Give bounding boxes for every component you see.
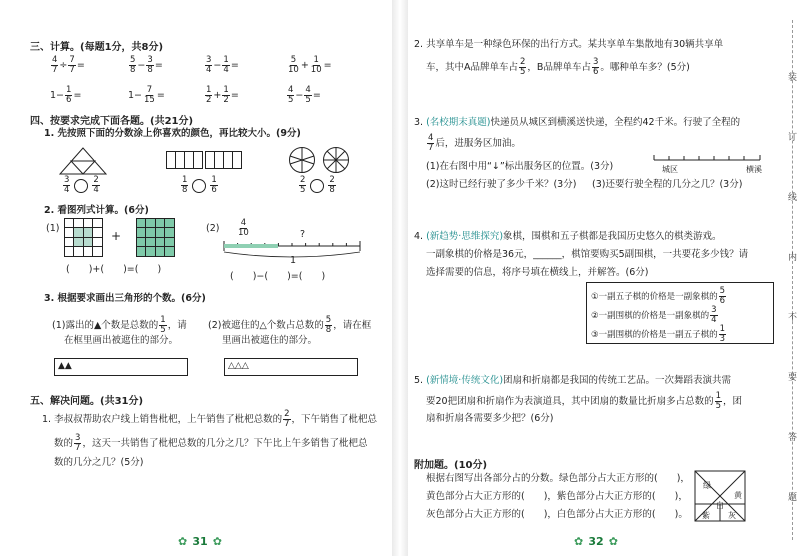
extra-line1: 根据右图写出各部分占的分数。绿色部分占大正方形的( )， (426, 473, 690, 484)
r3-q1: (1)在右图中用“↓”标出服务区的位置。(3分) (426, 161, 614, 172)
r4-options-box (586, 282, 774, 344)
r4-line1: 4. (新趋势·思维探究)象棋，围棋和五子棋都是我国历史悠久的棋类游戏。 (414, 231, 722, 242)
p1-line2: 数的 $\frac{3}{7}$ ，这天一共销售了枇杷总数的几分之几？下午比上午多销售了枇杷总 (54, 433, 368, 453)
compare-pair: $\frac{3}{4}$ $\frac{2}{4}$ (64, 175, 99, 195)
page-number: 32 (588, 535, 604, 548)
r4-line2: 一副象棋的价格是36元，______，棋馆要购买5副围棋，一共要花多少钱？请 (426, 249, 749, 260)
calc-item: $\frac{3}{4}$ − $\frac{1}{4}$ = (206, 55, 239, 75)
section-3-title: 三、计算。(每题1分，共8分) (30, 42, 164, 53)
binding-char: 线 (788, 193, 798, 203)
q2-equation-2: ( )−( )=( ) (230, 271, 326, 282)
left-page-footer (178, 530, 222, 549)
r4-option: ②一副围棋的价格是一副象棋的 $\frac{3}{4}$ (591, 305, 717, 325)
sprout-icon: ✿ (178, 535, 188, 548)
square-gray-label: 灰 (728, 511, 736, 520)
q3a-answer-box[interactable]: ▲▲ (54, 358, 188, 376)
q1-text: 1. 先按照下面的分数涂上你喜欢的颜色，再比较大小。(9分) (44, 128, 301, 139)
calc-item: 1− $\frac{1}{6}$ = (50, 85, 82, 105)
square-purple-label: 紫 (702, 511, 710, 520)
q2-whole-label: 1 (290, 255, 297, 266)
extra-title: 附加题。(10分) (414, 460, 488, 471)
binding-char: 题 (788, 493, 798, 503)
calc-item: $\frac{5}{8}$ − $\frac{3}{8}$ = (130, 55, 163, 75)
r4-option: ①一副五子棋的价格是一副象棋的 $\frac{5}{6}$ (591, 286, 726, 306)
page-number: 31 (192, 535, 208, 548)
calc-item: 1− $\frac{7}{15}$ = (128, 85, 165, 105)
r5-tag: (新情境·传统文化) (426, 375, 504, 386)
r4-option: ③一副围棋的价格是一副五子棋的 $\frac{1}{3}$ (591, 324, 726, 344)
q3-text: 3. 根据要求画出三角形的个数。(6分) (44, 293, 206, 304)
q3b-answer-box[interactable]: △△△ (224, 358, 358, 376)
binding-char: 答 (788, 433, 798, 443)
extra-line3: 灰色部分占大正方形的( )，白色部分占大正方形的( )。 (426, 509, 688, 520)
compare-pair: $\frac{1}{8}$ $\frac{1}{6}$ (182, 175, 217, 195)
right-page-footer (574, 530, 618, 549)
rect-grid-8 (166, 151, 242, 169)
r5-line2: 要20把团扇和折扇作为表演道具，其中团扇的数量比折扇多占总数的 $\frac{1}{5}$ ，团 (426, 391, 743, 411)
section-4-title: 四、按要求完成下面各题。(共21分) (30, 116, 194, 127)
r2-line1: 2. 共享单车是一种绿色环保的出行方式。某共享单车集散地有30辆共享单 (414, 39, 724, 50)
r3-q3: (3)还要行驶全程的几分之几？(3分) (592, 179, 743, 190)
r3-route-line (652, 150, 762, 164)
right-page (400, 0, 800, 556)
r3-line2: $\frac{4}{7}$ 后，进服务区加油。 (428, 133, 521, 153)
r3-line1: 3. (名校期末真题)快递员从城区到横溪送快递，全程约42千米。行驶了全程的 (414, 117, 741, 128)
compare-circle[interactable] (192, 179, 206, 193)
calc-item: $\frac{4}{7}$ ÷ $\frac{7}{7}$ = (52, 55, 85, 75)
q2-plus-sign: + (111, 229, 122, 243)
q2-text: 2. 看图列式计算。(6分) (44, 205, 149, 216)
binding-char: 订 (788, 133, 798, 143)
sprout-icon: ✿ (574, 535, 584, 548)
binding-dashed-line (792, 20, 793, 540)
extra-line2: 黄色部分占大正方形的( )，紫色部分占大正方形的( )， (426, 491, 688, 502)
q2-equation-1: ( )+( )=( ) (66, 264, 162, 275)
q3b-line1: (2)被遮住的△个数占总数的 $\frac{5}{8}$ ，请在框 (208, 315, 372, 335)
r5-line1: 5. (新情境·传统文化)团扇和折扇都是我国的传统工艺品。一次舞蹈表演共需 (414, 375, 732, 386)
binding-char: 内 (788, 253, 798, 263)
sprout-icon: ✿ (212, 535, 222, 548)
q2-fraction-label: $\frac{4}{10}$ (238, 218, 249, 238)
circle-figures (288, 146, 350, 174)
r2-line2: 车，其中A品牌单车占 $\frac{2}{5}$ ，B品牌单车占 $\frac{3}{6}$ 。哪种单车多？(5分) (426, 57, 690, 77)
compare-circle[interactable] (74, 179, 88, 193)
compare-circle[interactable] (310, 179, 324, 193)
p1-line1: 1. 李叔叔帮助农户线上销售枇杷，上午销售了枇杷总数的 $\frac{2}{7}$ ，下午销售了枇杷总 (42, 409, 378, 429)
square-green-label: 绿 (703, 481, 711, 490)
calc-item: $\frac{5}{10}$ + $\frac{1}{10}$ = (288, 55, 332, 75)
section-5-title: 五、解决问题。(共31分) (30, 396, 144, 407)
r3-tag: (名校期末真题) (426, 117, 491, 128)
q2-label-1: (1) (46, 223, 60, 234)
q2-question-mark: ? (300, 229, 306, 240)
q2-label-2: (2) (206, 223, 220, 234)
binding-char: 要 (788, 373, 798, 383)
r4-tag: (新趋势·思维探究) (426, 231, 504, 242)
r3-city-label: 城区 (662, 165, 678, 174)
sprout-icon: ✿ (608, 535, 618, 548)
compare-pair: $\frac{2}{5}$ $\frac{2}{8}$ (300, 175, 335, 195)
square-white-label: 白 (716, 501, 724, 510)
q3a-line2: 在框里画出被遮住的部分。 (64, 335, 179, 346)
triangle-figure (58, 146, 108, 176)
r3-q2: (2)这时已经行驶了多少千米？(3分) (426, 179, 577, 190)
calc-item: $\frac{4}{5}$ − $\frac{4}{5}$ = (288, 85, 321, 105)
binding-char: 装 (788, 73, 798, 83)
square-yellow-label: 黄 (734, 491, 742, 500)
binding-char: 不 (788, 313, 798, 323)
r4-line3: 选择需要的信息，将序号填在横线上，并解答。(6分) (426, 267, 649, 278)
calc-item: $\frac{1}{2}$ + $\frac{1}{2}$ = (206, 85, 239, 105)
r3-hengxi-label: 横溪 (746, 165, 762, 174)
p1-line3: 数的几分之几？(5分) (54, 457, 144, 468)
r5-line3: 扇和折扇各需要多少把？(6分) (426, 413, 554, 424)
q3a-line1: (1)露出的▲个数是总数的 $\frac{1}{5}$ ，请 (52, 315, 187, 335)
q3b-line2: 里画出被遮住的部分。 (222, 335, 318, 346)
